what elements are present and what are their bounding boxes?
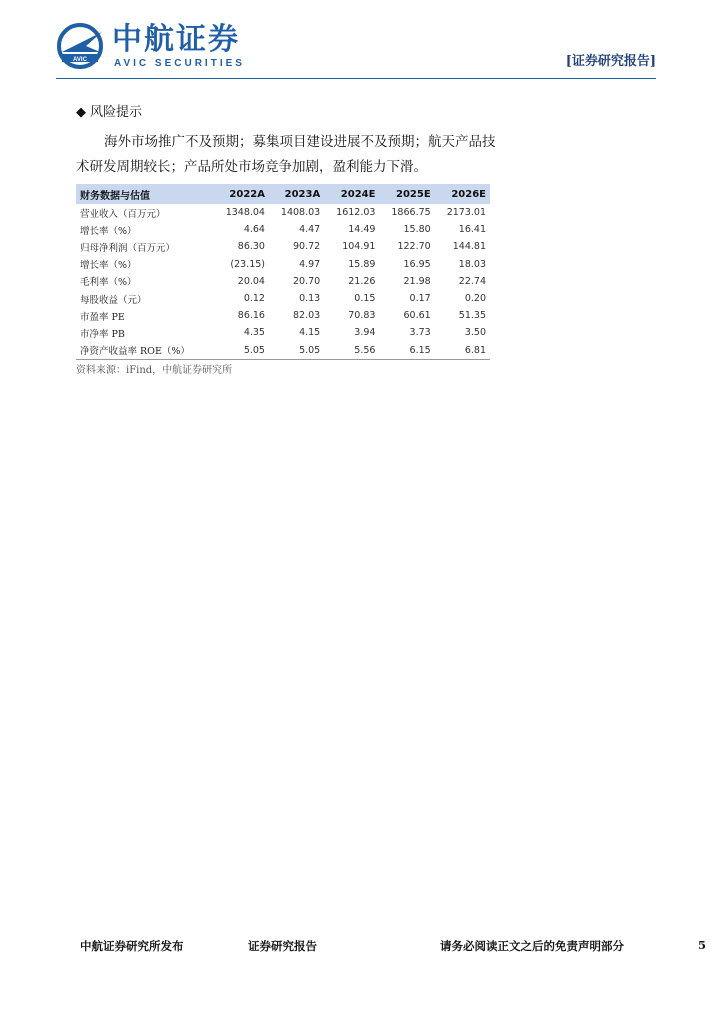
column-header: 财务数据与估值	[76, 184, 214, 204]
table-cell: 1866.75	[391, 207, 431, 219]
table-cell: 21.26	[348, 275, 376, 287]
table-cell: 16.95	[403, 258, 431, 270]
header-divider	[56, 78, 656, 79]
table-cell: 5.05	[269, 342, 324, 360]
table-cell: 70.83	[348, 310, 376, 322]
risk-section-title	[76, 101, 142, 120]
table-cell: 0.20	[464, 293, 486, 305]
column-header: 2026E	[435, 184, 490, 204]
page-header	[56, 22, 656, 78]
row-label: 增长率（%）	[80, 225, 137, 237]
row-label: 市净率 PB	[80, 328, 125, 340]
table-row	[76, 290, 490, 307]
table-source-note: 资料来源：iFind，中航证券研究所	[76, 365, 233, 376]
table-cell: 22.74	[458, 275, 486, 287]
table-cell: 14.49	[348, 224, 376, 236]
table-row	[76, 273, 490, 290]
table-cell: 3.50	[464, 327, 486, 339]
row-label: 增长率（%）	[80, 260, 137, 272]
table-row	[76, 221, 490, 238]
table-cell: 18.03	[458, 258, 486, 270]
table-cell: 6.15	[379, 342, 434, 360]
table-cell: 0.15	[354, 293, 376, 305]
row-label: 营业收入（百万元）	[80, 208, 166, 220]
table-row	[76, 256, 490, 273]
table-cell: 4.15	[299, 327, 321, 339]
brand-name-cn: 中航证券	[112, 22, 240, 57]
table-cell: 3.94	[354, 327, 376, 339]
risk-section-body: 海外市场推广不及预期；募集项目建设进展不及预期；航天产品技术研发周期较长；产品所处市场竞争加剧，盈利能力下滑。	[76, 134, 496, 175]
footer-publisher: 中航证券研究所发布	[80, 939, 184, 953]
table-header-row	[76, 184, 490, 204]
table-row	[76, 204, 490, 221]
row-label: 每股收益（元）	[80, 294, 147, 306]
diamond-bullet-icon: ◆	[76, 105, 86, 120]
table-cell: 4.35	[243, 327, 265, 339]
row-label: 净资产收益率 ROE（%）	[76, 342, 214, 360]
column-header: 2022A	[214, 184, 269, 204]
table-cell: 104.91	[342, 241, 376, 253]
column-header: 2025E	[379, 184, 434, 204]
risk-title-text: 风险提示	[90, 105, 143, 120]
table-cell: 86.30	[237, 241, 265, 253]
avic-plane-logo-icon	[56, 22, 106, 70]
table-cell: 2173.01	[446, 207, 486, 219]
table-cell: 0.12	[243, 293, 265, 305]
table-cell: 82.03	[293, 310, 321, 322]
footer-disclaimer: 请务必阅读正文之后的免责声明部分	[440, 939, 624, 953]
page-number: 5	[698, 938, 707, 952]
table-cell: 15.89	[348, 258, 376, 270]
brand-name-en: AVIC SECURITIES	[114, 58, 245, 69]
table-cell: 4.47	[299, 224, 321, 236]
table-cell: 6.81	[435, 342, 490, 360]
table-cell: 0.13	[299, 293, 321, 305]
page-footer	[80, 938, 710, 958]
table-cell: 122.70	[397, 241, 431, 253]
table-cell: 0.17	[409, 293, 431, 305]
table-cell: 1408.03	[280, 207, 321, 219]
column-header: 2024E	[324, 184, 379, 204]
table-cell: 144.81	[452, 241, 486, 253]
table-cell: 20.04	[237, 275, 265, 287]
footer-report-type: 证券研究报告	[248, 939, 317, 953]
table-cell: 16.41	[458, 224, 486, 236]
column-header: 2023A	[269, 184, 324, 204]
table-cell: 5.56	[324, 342, 379, 360]
table-cell: 1348.04	[225, 207, 265, 219]
table-cell: 4.64	[243, 224, 265, 236]
report-type-tag: [证券研究报告]	[565, 54, 656, 69]
table-cell: 15.80	[403, 224, 431, 236]
table-cell: 51.35	[458, 310, 486, 322]
table-cell: 3.73	[409, 327, 431, 339]
table-cell: 21.98	[403, 275, 431, 287]
table-cell: 4.97	[299, 258, 321, 270]
table-row	[76, 324, 490, 341]
table-cell: 1612.03	[336, 207, 376, 219]
financial-table	[76, 184, 490, 360]
table-row	[76, 238, 490, 255]
table-cell: 5.05	[214, 342, 269, 360]
table-cell: 86.16	[237, 310, 265, 322]
table-cell: 60.61	[403, 310, 431, 322]
row-label: 市盈率 PE	[80, 311, 125, 323]
table-cell: (23.15)	[230, 258, 265, 270]
table-row	[76, 342, 490, 360]
svg-text:AVIC: AVIC	[73, 57, 87, 63]
table-cell: 90.72	[293, 241, 321, 253]
table-cell: 20.70	[293, 275, 321, 287]
table-row	[76, 307, 490, 324]
row-label: 毛利率（%）	[80, 277, 137, 289]
row-label: 归母净利润（百万元）	[80, 242, 176, 254]
